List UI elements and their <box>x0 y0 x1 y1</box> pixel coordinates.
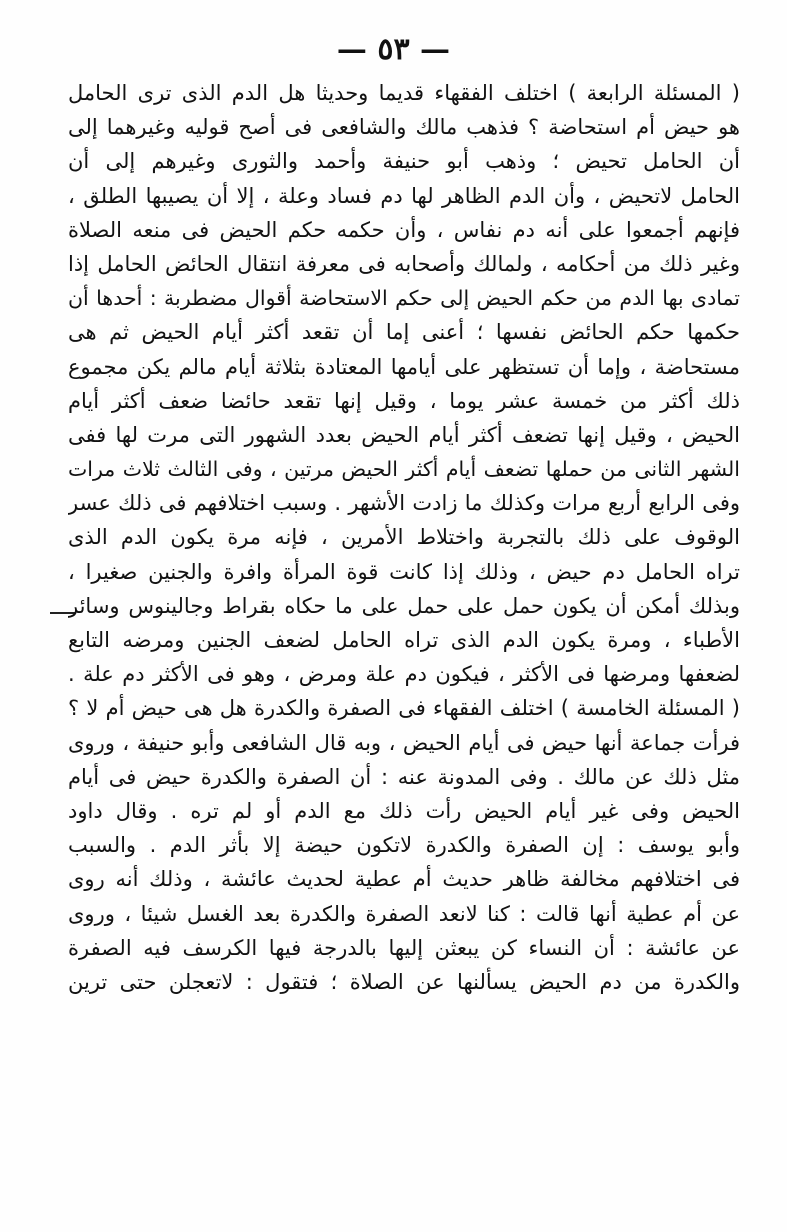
text-line: لضعفها ومرضها فى الأكثر ، فيكون دم علة ومرض ، وهو فى الأكثر دم علة . <box>68 662 740 687</box>
text-line: عن عائشة : أن النساء كن يبعثن إليها بالدرجة فيها الكرسف فيه الصفرة <box>68 935 740 960</box>
text-line: ذلك أكثر من خمسة عشر يوما ، وقيل إنها تقعد حائضا ضعف أكثر أيام <box>68 388 740 413</box>
body-text <box>68 76 740 999</box>
text-line: وبذلك أمكن أن يكون حمل على حمل على ما حكاه بقراط وجالينوس وسائر <box>68 593 740 618</box>
text-line: فإنهم أجمعوا على أنه دم نفاس ، وأن حكمه حكم الحيض فى منعه الصلاة <box>68 217 740 242</box>
text-line: فى اختلافهم مخالفة ظاهر حديث أم عطية لحديث عائشة ، وذلك أنه روى <box>68 867 740 892</box>
text-line: تمادى بها الدم من حكم الحيض إلى حكم الاستحاضة أقوال مضطربة : أحدها أن <box>68 286 740 311</box>
text-line: مستحاضة ، وإما أن تستظهر على أيامها المعتادة بثلاثة أيام مالم يكن مجموع <box>68 354 740 379</box>
text-line: وغير ذلك من أحكامه ، ولمالك وأصحابه فى معرفة انتقال الحائض الحامل إذا <box>68 251 740 276</box>
text-line: الأطباء ، ومرة يكون الدم الذى تراه الحامل لضعف الجنين ومرضه التابع <box>68 628 740 652</box>
text-line: الوقوف على ذلك بالتجربة واختلاط الأمرين ، فإنه مرة يكون الدم الذى <box>68 525 740 550</box>
text-line: عن أم عطية أنها قالت : كنا لانعد الصفرة والكدرة بعد الغسل شيئا ، وروى <box>68 901 740 926</box>
text-line: أن الحامل تحيض ؛ وذهب أبو حنيفة وأحمد والثورى وغيرهم إلى أن <box>68 149 740 174</box>
text-line: وفى الرابع أربع مرات وكذلك ما زادت الأشهر . وسبب اختلافهم فى ذلك عسر <box>68 491 740 516</box>
text-line: تراه الحامل دم حيض ، وذلك إذا كانت قوة المرأة وافرة والجنين صغيرا ، <box>68 559 740 584</box>
text-line: الحيض ، وقيل إنها تضعف أكثر أيام الحيض بعدد الشهور التى مرت لها ففى <box>68 422 740 447</box>
text-line: حكمها حكم الحائض نفسها ؛ أعنى إما أن تقعد أكثر أيام الحيض ثم هى <box>68 320 740 345</box>
text-line: والكدرة من دم الحيض يسألنها عن الصلاة ؛ فتقول : لاتعجلن حتى ترين <box>68 969 740 994</box>
text-line: هو حيض أم استحاضة ؟ فذهب مالك والشافعى فى أصح قوليه وغيرهما إلى <box>68 115 740 140</box>
text-line: ( المسئلة الرابعة ) اختلف الفقهاء قديما وحديثا هل الدم الذى ترى الحامل <box>68 81 740 105</box>
text-line: فرأت جماعة أنها حيض فى أيام الحيض ، وبه قال الشافعى وأبو حنيفة ، وروى <box>68 730 740 755</box>
page-number: — ٥٣ — <box>336 32 451 67</box>
text-line: الحيض وفى غير أيام الحيض رأت ذلك مع الدم أو لم تره . وقال داود <box>68 798 740 823</box>
text-line: ( المسئلة الخامسة ) اختلف الفقهاء فى الصفرة والكدرة هل هى حيض أم لا ؟ <box>68 696 740 721</box>
text-line: الشهر الثانى من حملها تضعف أيام أكثر الحيض مرتين ، وفى الثالث ثلاث مرات <box>68 457 740 482</box>
text-line: مثل ذلك عن مالك . وفى المدونة عنه : أن الصفرة والكدرة حيض فى أيام <box>68 764 740 789</box>
text-line: الحامل لاتحيض ، وأن الدم الظاهر لها دم فساد وعلة ، إلا أن يصيبها الطلق ، <box>68 183 740 208</box>
text-line: وأبو يوسف : إن الصفرة والكدرة لاتكون حيضة إلا بأثر الدم . والسبب <box>68 833 740 858</box>
